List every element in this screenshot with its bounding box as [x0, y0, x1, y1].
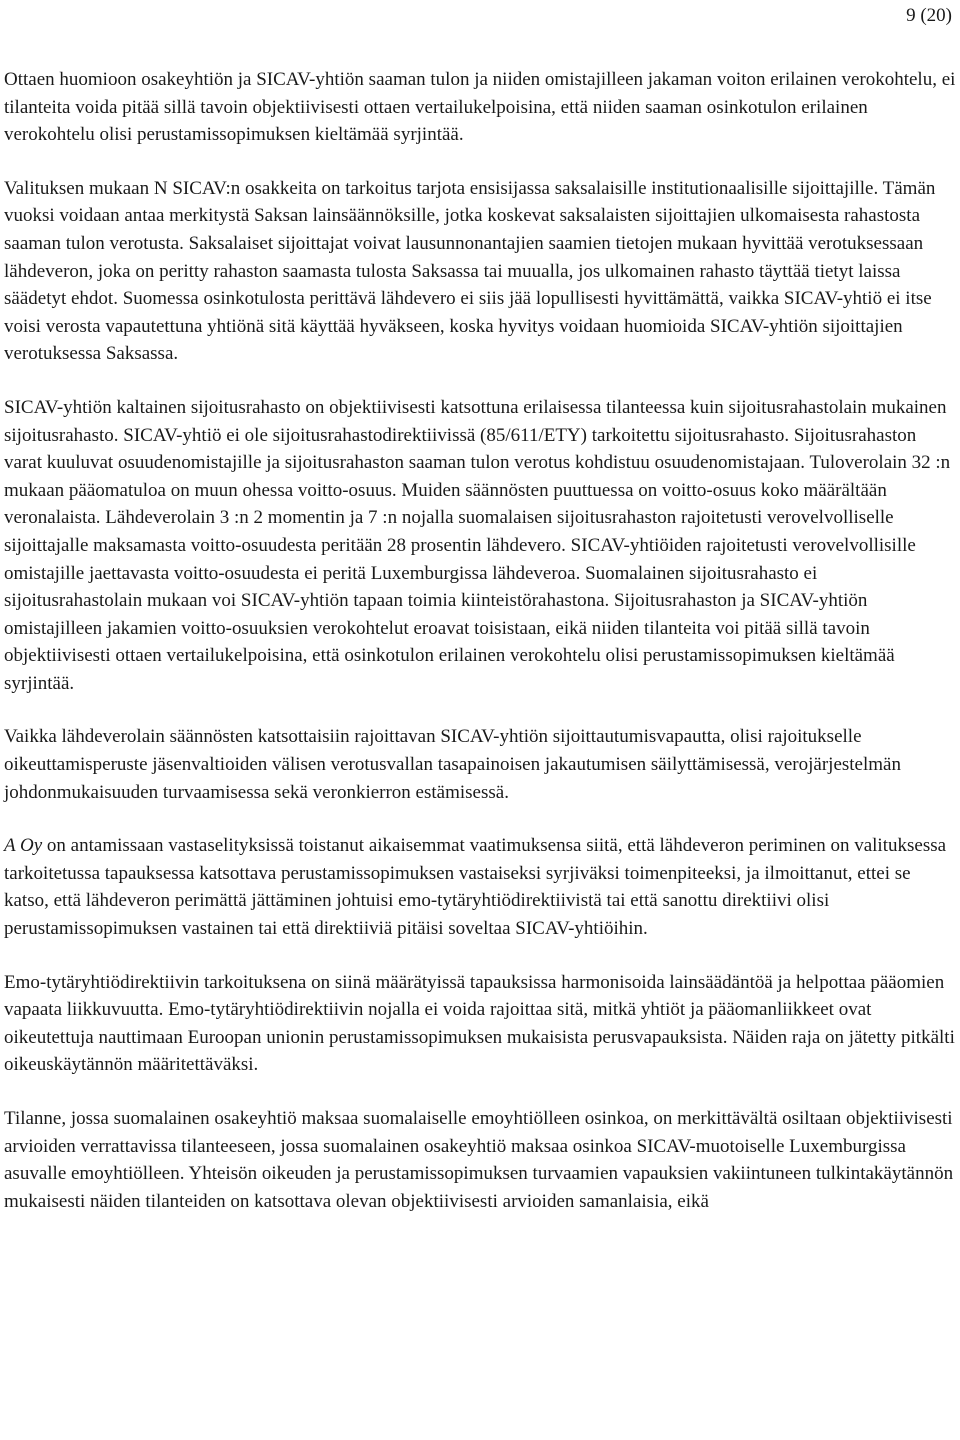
paragraph-6: Emo-tytäryhtiödirektiivin tarkoituksena on siinä määrätyissä tapauksissa harmonisoida lainsäädäntöä ja helpottaa pääomien vapaata liikkuvuutta. Emo-tytäryhtiödirektiivin nojalla ei voida rajoittaa sitä, mitkä yhtiöt ja pääomanliikkeet ovat oikeutettuja nauttimaan Euroopan unionin perustamissopimuksen mukaisista perusvapauksista. Näiden raja on jätetty pitkälti oikeuskäytännön määritettäväksi. — [4, 971, 955, 1076]
paragraph-4: Vaikka lähdeverolain säännösten katsottaisiin rajoittavan SICAV-yhtiön sijoittautumisvapautta, olisi rajoitukselle oikeuttamisperuste jäsenvaltioiden välisen verotusvallan tasapainoisen jakautumisen säilyttämisessä, verojärjestelmän johdonmukaisuuden turvaamisessa sekä veronkierron estämisessä. — [4, 726, 901, 803]
paragraph-7: Tilanne, jossa suomalainen osakeyhtiö maksaa suomalaiselle emoyhtiölleen osinkoa, on merkittävältä osiltaan objektiivisesti arvioiden verrattavissa tilanteeseen, jossa suomalainen osakeyhtiö maksaa osinkoa SICAV-muotoiselle Luxemburgissa asuvalle emoyhtiölleen. Yhteisön oikeuden ja perustamissopimuksen turvaamien vapauksien vakiintuneen tulkintakäytännön mukaisesti näiden tilanteiden on katsottava olevan objektiivisesti arvioiden samanlaisia, eikä — [4, 1108, 954, 1212]
paragraph-3: SICAV-yhtiön kaltainen sijoitusrahasto on objektiivisesti katsottuna erilaisessa tilanteessa kuin sijoitusrahastolain mukainen sijoitusrahasto. SICAV-yhtiö ei ole sijoitusrahastodirektiivissä (85/611/ETY) tarkoitettu sijoitusrahasto. Sijoitusrahaston varat kuuluvat osuudenomistajille ja sijoitusrahaston saaman tulon verotus kohdistuu osuudenomistajaan. Tuloverolain 32 :n mukaan pääomatuloa on muun ohessa voitto-osuus. Muiden säännösten puuttuessa on voitto-osuus koko määrältään veronalaista. Lähdeverolain 3 :n 2 momentin ja 7 :n nojalla suomalaisen sijoitusrahaston rajoitetusti verovelvolliselle sijoittajalle maksamasta voitto-osuudesta peritään 28 prosentin lähdevero. SICAV-yhtiöiden rajoitetusti verovelvollisille omistajille jaettavasta voitto-osuudesta ei peritä Luxemburgissa lähdeveroa. Suomalainen sijoitusrahasto ei sijoitusrahastolain mukaan voi SICAV-yhtiön tapaan toimia kiinteistörahastona. Sijoitusrahaston ja SICAV-yhtiön omistajilleen jakamien voitto-osuuksien verokohtelut eroavat toisistaan, eikä niiden tilanteita voi pitää sillä tavoin objektiivisesti ottaen vertailukelpoisina, että osinkotulon erilainen verokohtelu olisi perustamissopimuksen kieltämää syrjintää. — [4, 396, 951, 694]
company-name: A Oy — [4, 835, 43, 857]
paragraph-5-text: on antamissaan vastaselityksissä toistanut aikaisemmat vaatimuksensa siitä, että lähdeveron periminen on valituksessa tarkoitetussa tapauksessa katsottava perustamissopimuksen vastaiseksi syrjiväksi toimenpiteeksi, ja ilmoittanut, ettei se katso, että lähdeveron perimättä jättäminen johtuisi emo-tytäryhtiödirektiivistä tai että sanottu direktiivi olisi perustamissopimuksen vastainen tai että direktiiviä pitäisi soveltaa SICAV-yhtiöihin. — [4, 835, 947, 940]
paragraph-5 — [4, 832, 956, 942]
page-number: 9 (20) — [906, 5, 952, 26]
paragraph-1: Ottaen huomioon osakeyhtiön ja SICAV-yhtiön saaman tulon ja niiden omistajilleen jakaman voiton erilainen verokohtelu, ei tilanteita voida pitää sillä tavoin objektiivisesti ottaen vertailukelpoisina, että niiden saaman osinkotulon erilainen verokohtelu olisi perustamissopimuksen kieltämää syrjintää. — [4, 69, 956, 146]
document-body — [4, 66, 956, 1215]
paragraph-2: Valituksen mukaan N SICAV:n osakkeita on tarkoitus tarjota ensisijassa saksalaisille institutionaalisille sijoittajille. Tämän vuoksi voidaan antaa merkitystä Saksan lainsäännöksille, jotka koskevat saksalaisten sijoittajien ulkomaisesta rahastosta saaman tulon verotusta. Saksalaiset sijoittajat voivat lausunnonantajien saamien tietojen mukaan hyvittää verotuksessaan lähdeveron, joka on peritty rahaston saamasta tulosta Saksassa tai muualla, jos ulkomainen rahasto täyttää tietyt laissa säädetyt ehdot. Suomessa osinkotulosta perittävä lähdevero ei siis jää lopullisesti hyvittämättä, vaikka SICAV-yhtiö ei itse voisi verosta vapautettuna yhtiönä sitä käyttää hyväkseen, koska hyvitys voidaan huomioida SICAV-yhtiön sijoittajien verotuksessa Saksassa. — [4, 177, 936, 365]
